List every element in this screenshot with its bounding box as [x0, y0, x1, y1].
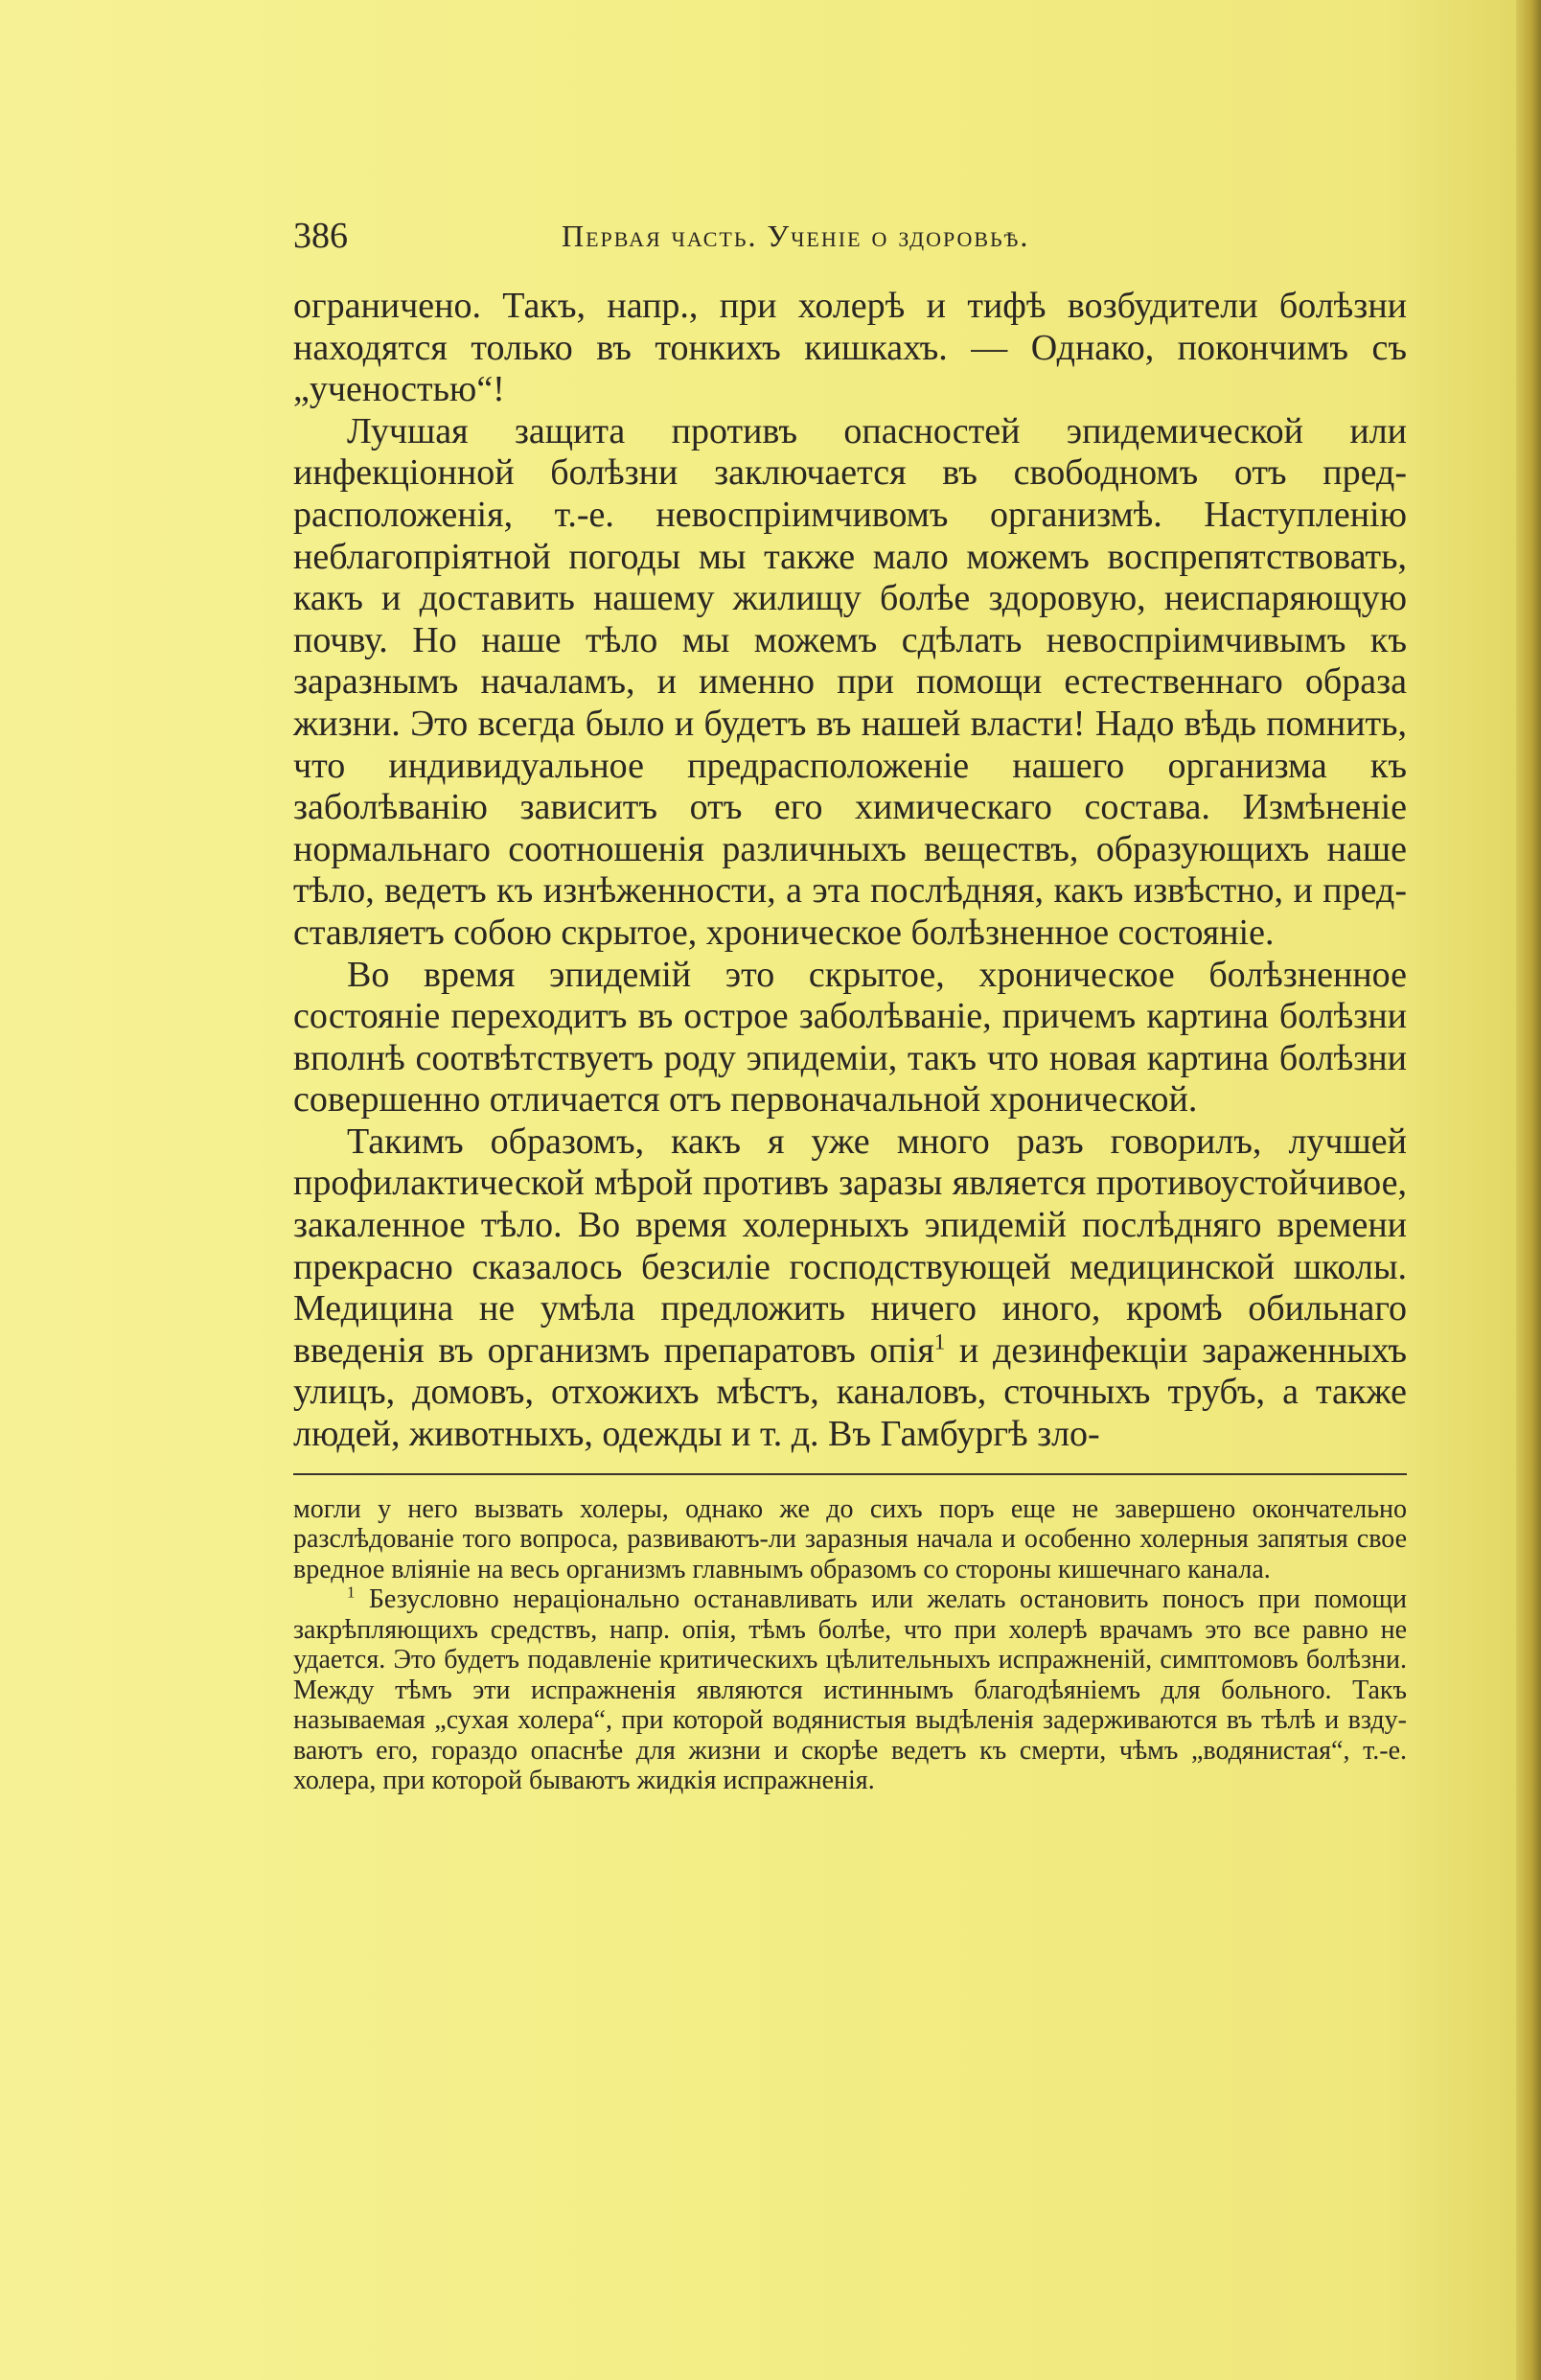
footnote-reference-1: 1: [933, 1329, 946, 1354]
main-text: [293, 286, 1407, 1456]
page-number: 386: [293, 216, 348, 256]
paragraph-4-text-before: Такимъ образомъ, какъ я уже много разъ говорилъ, лучшей профилактической мѣрой противъ заразы является противоустойчивое, закаленное тѣло. Во время холерныхъ эпидемій послѣдняго времени прекрасно сказалось безсиліе господствующей медицинской школы. Медицина не умѣла предложить ничего иного, кромѣ обильнаго введенія въ организмъ препаратовъ опія: [293, 1121, 1407, 1371]
running-header: [293, 209, 1407, 263]
running-title: Первая часть. Ученіе о здоровьѣ.: [562, 219, 1030, 253]
book-spine-edge: [1516, 0, 1541, 2380]
footnotes: [293, 1494, 1407, 1796]
paragraph-1: ограничено. Такъ, напр., при холерѣ и тифѣ возбудители болѣзни находятся только въ тонкихъ кишкахъ. — Однако, покончимъ съ „ученостью“!: [293, 286, 1407, 410]
paragraph-4: [293, 1121, 1407, 1456]
footnote-continuation: могли у него вызвать холеры, однако же до сихъ поръ еще не завершено окончательно разслѣдованіе того вопроса, развиваютъ-ли заразныя начала и особенно холерныя запятыя свое вредное вліяніе на весь организмъ главнымъ образомъ со стороны кишечнаго канала.: [293, 1493, 1407, 1584]
paragraph-2: Лучшая защита противъ опасностей эпидемической или инфекціонной болѣзни заключается въ свободномъ отъ предрасположенія, т.-е. невоспріимчивомъ организмѣ. Наступленію неблагопріятной погоды мы также мало можемъ воспрепятствовать, какъ и доставить нашему жилищу болѣе здоровую, неиспаряющую почву. Но наше тѣло мы можемъ сдѣлать невоспріимчивымъ къ заразнымъ началамъ, и именно при помощи естественнаго образа жизни. Это всегда было и будетъ въ нашей власти! Надо вѣдь помнить, что индивидуальное предрасположеніе нашего организма къ заболѣванію зависитъ отъ его химическаго состава. Измѣненіе нормальнаго соотношенія различныхъ веществъ, образующихъ наше тѣло, ведетъ къ изнѣженности, а эта послѣдняя, какъ извѣстно, и представляетъ собою скрытое, хроническое болѣзненное состояніе.: [293, 410, 1407, 953]
paragraph-3: Во время эпидемій это скрытое, хроническое болѣзненное состояніе переходитъ въ острое заболѣваніе, причемъ картина болѣзни вполнѣ соотвѣтствуетъ роду эпидеміи, такъ что новая картина болѣзни совершенно отличается отъ первоначальной хронической.: [293, 954, 1407, 1121]
book-page: [293, 209, 1407, 1796]
footnote-1-marker: 1: [347, 1583, 356, 1602]
footnote-1-text: Безусловно нераціонально останавливать или желать остановить поносъ при помощи закрѣпляющихъ средствъ, напр. опія, тѣмъ болѣе, что при холерѣ врачамъ это все равно не удается. Это будетъ подавленіе критическихъ цѣлительныхъ испражненій, симптомовъ болѣзни. Между тѣмъ эти испражненія являются истиннымъ благодѣяніемъ для больного. Такъ называемая „сухая холера“, при которой водянистыя выдѣленія задерживаются въ тѣлѣ и вздуваютъ его, гораздо опаснѣе для жизни и скорѣе ведетъ къ смерти, чѣмъ „водянистая“, т.-е. холера, при которой бываютъ жидкія испражненія.: [293, 1584, 1407, 1796]
footnote-1: [293, 1584, 1407, 1796]
paragraph-4-text-after: и дезинфекціи зараженныхъ улицъ, домовъ, отхожихъ мѣстъ, каналовъ, сточныхъ трубъ, а также людей, животныхъ, одежды и т. д. Въ Гамбургѣ зло-: [293, 1329, 1407, 1455]
footnote-separator: [293, 1473, 1407, 1475]
